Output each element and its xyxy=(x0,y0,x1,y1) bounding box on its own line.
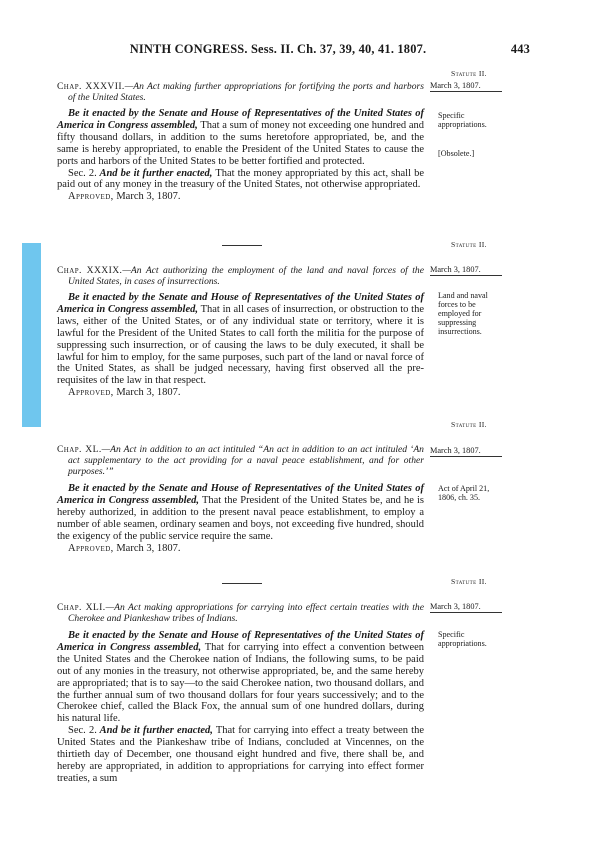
chapter-number: Chap. XLI. xyxy=(57,602,106,613)
approved-label: Approved, xyxy=(68,542,114,554)
chapter-40 xyxy=(57,444,424,554)
section-label: Sec. 2. xyxy=(68,167,97,179)
chapter-number: Chap. XL. xyxy=(57,444,102,455)
section-text: That the money appropriated by this act, shall be paid out of any money in the treasury of the United States, not otherwise appropriated. xyxy=(57,167,424,191)
section-text: That the President of the United States be, and he is hereby authorized, in addition to the present naval peace establishment, to employ a number of able seamen, ordinary seamen and boys, not exceeding five hundred, should the exigency of the public service require the same. xyxy=(57,494,424,542)
chapter-title: —An Act making appropriations for carrying into effect certain treaties with the Cherokee and Piankeshaw tribes of Indians. xyxy=(68,602,424,624)
running-title: NINTH CONGRESS. Sess. II. Ch. 37, 39, 40, 41. 1807. xyxy=(129,42,427,56)
approved-date: March 3, 1807. xyxy=(113,191,181,203)
enacting-clause: Be it enacted by the Senate and House of Representatives of the United States of America in Congress assembled, xyxy=(57,630,424,653)
section-2 xyxy=(57,725,424,785)
chapter-41 xyxy=(57,602,424,785)
date-ch40: March 3, 1807. xyxy=(430,446,502,457)
margin-note-ch37-2: [Obsolete.] xyxy=(438,149,475,158)
highlight-marker xyxy=(22,243,41,427)
chapter-heading-37 xyxy=(57,81,424,103)
chapter-title: —An Act in addition to an act intituled “An act in addition to an act intituled ‘An act supplementary to the act providing for a naval peace establishment, and for other purposes.’” xyxy=(68,444,424,477)
chapter-number: Chap. XXXIX. xyxy=(57,265,123,276)
enacting-clause: Be it enacted by the Senate and House of Representatives of the United States of America in Congress assembled, xyxy=(57,108,424,131)
statute-label-ch37: Statute II. xyxy=(451,69,487,78)
section-1 xyxy=(57,108,424,168)
approved-date: March 3, 1807. xyxy=(113,542,181,554)
margin-note-ch39: Land and naval forces to be employed for suppressing insurrections. xyxy=(438,291,488,336)
section-1 xyxy=(57,292,424,387)
approved-line xyxy=(57,543,424,555)
chapter-heading-41 xyxy=(57,602,424,624)
section-lead: And be it further enacted, xyxy=(96,725,213,737)
statute-label-ch40: Statute II. xyxy=(451,420,487,429)
section-text: That in all cases of insurrection, or obstruction to the laws, either of the United States, or of any individual state or territory, where it is lawful for the President of the United States to call forth the militia for the purpose of suppressing such insurrection, or of causing the laws to be duly executed, it shall be lawful for him to employ, for the same purposes, such part of the land or naval force of the United States, as shall be judged necessary, having first observed all the pre-requisites of the law in that respect. xyxy=(57,303,424,387)
chapter-heading-39 xyxy=(57,265,424,287)
margin-note-ch40: Act of April 21, 1806, ch. 35. xyxy=(438,484,490,502)
section-text: That a sum of money not exceeding one hundred and fifty thousand dollars, in addition to the sums heretofore appropriated, be, and the same is hereby appropriated, to enable the President of the United States to cause the ports and harbors of the United States to be better fortified and protected. xyxy=(57,119,425,167)
date-ch41: March 3, 1807. xyxy=(430,602,502,613)
date-ch37: March 3, 1807. xyxy=(430,81,502,92)
section-1 xyxy=(57,630,424,725)
margin-note-ch37-1: Specific appropriations. xyxy=(438,111,487,129)
approved-date: March 3, 1807. xyxy=(113,387,181,399)
section-divider xyxy=(222,583,262,584)
page-number: 443 xyxy=(510,42,530,56)
chapter-37 xyxy=(57,81,424,203)
enacting-clause: Be it enacted by the Senate and House of Representatives of the United States of America in Congress assembled, xyxy=(57,292,424,315)
approved-label: Approved, xyxy=(68,191,114,203)
section-text: That for carrying into effect a treaty between the United States and the Piankeshaw tribe of Indians, concluded at Vincennes, on the thirtieth day of December, one thousand eight hundred and five, there shall be, and hereby are appropriated, in addition to appropriations for carrying into effect former treaties, a sum xyxy=(57,725,424,784)
approved-line xyxy=(57,387,424,399)
chapter-39 xyxy=(57,265,424,399)
approved-line xyxy=(57,191,424,203)
margin-note-ch41: Specific appropriations. xyxy=(438,630,487,648)
section-1 xyxy=(57,483,424,543)
chapter-title: —An Act making further appropriations for fortifying the ports and harbors of the United States. xyxy=(68,81,424,103)
statute-label-ch39: Statute II. xyxy=(451,240,487,249)
section-divider xyxy=(222,245,262,246)
section-text: That for carrying into effect a convention between the United States and the Cherokee nation of Indians, the following sums, to be paid out of any monies in the treasury, not otherwise appropriated, be, and the same hereby are appropriated; that is to say—to the said Cherokee nation, two thousand dollars, and the further annual sum of two thousand dollars for four years successively; and to the Cherokee chief, called the Black Fox, the annual sum of one hundred dollars, during his natural life. xyxy=(57,641,425,725)
section-lead: And be it further enacted, xyxy=(96,167,213,179)
chapter-number: Chap. XXXVII. xyxy=(57,81,125,92)
date-ch39: March 3, 1807. xyxy=(430,265,502,276)
approved-label: Approved, xyxy=(68,387,114,399)
section-2 xyxy=(57,168,424,192)
chapter-title: —An Act authorizing the employment of the land and naval forces of the United States, in cases of insurrections. xyxy=(68,265,424,287)
statute-label-ch41: Statute II. xyxy=(451,577,487,586)
page-header xyxy=(68,42,530,58)
chapter-heading-40 xyxy=(57,444,424,477)
section-label: Sec. 2. xyxy=(68,725,97,737)
enacting-clause: Be it enacted by the Senate and House of Representatives of the United States of America in Congress assembled, xyxy=(57,483,424,506)
